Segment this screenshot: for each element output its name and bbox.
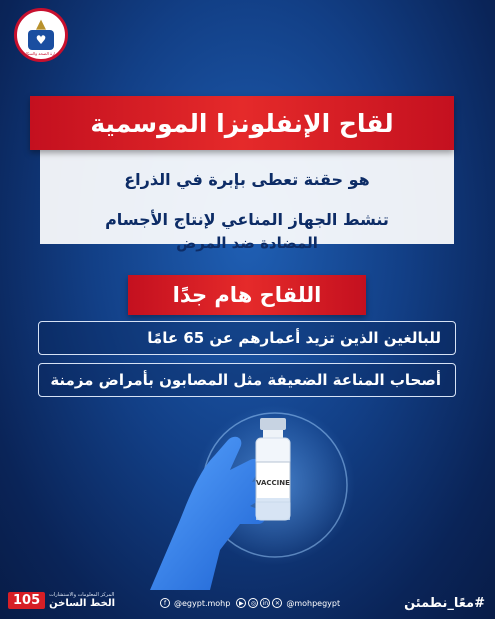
important-label: اللقاح هام جدًا: [172, 283, 322, 307]
facebook-handle[interactable]: @egypt.mohp: [174, 598, 231, 608]
description-line-2: تنشط الجهاز المناعي لإنتاج الأجسام: [105, 210, 389, 229]
x-icon[interactable]: ✕: [272, 598, 282, 608]
hotline-label: الخط الساخن: [49, 598, 116, 609]
gloved-hand-vial-illustration: [140, 400, 360, 590]
logo-ring-text: وزارة الصحة والسكان: [22, 51, 60, 56]
hashtag: #معًا_نطمئن: [404, 596, 485, 611]
eagle-icon: ▲: [36, 17, 46, 32]
ministry-logo: [14, 8, 68, 62]
description-line-3: المضادة ضد المرض: [176, 234, 318, 252]
hotline-number: 105: [8, 592, 45, 609]
title-banner: [30, 96, 454, 150]
hotline-text: [49, 592, 115, 609]
description-line-1: هو حقنة تعطى بإبرة في الذراع: [124, 170, 370, 189]
youtube-icon[interactable]: ▶: [236, 598, 246, 608]
group-box-elderly: [38, 321, 456, 355]
instagram-icon[interactable]: ◎: [248, 598, 258, 608]
family-icon: ♥: [28, 30, 54, 50]
facebook-icon[interactable]: f: [160, 598, 170, 608]
page-title: لقاح الإنفلونزا الموسمية: [90, 108, 394, 138]
group-text-elderly: للبالغين الذين تزيد أعمارهم عن 65 عامًا: [147, 329, 441, 347]
linkedin-icon[interactable]: in: [260, 598, 270, 608]
important-banner: [128, 275, 366, 315]
hotline-subtitle: المركز المعلومات والاستشارات: [49, 592, 115, 598]
instagram-handle[interactable]: @mohpegypt: [286, 598, 341, 608]
hotline: [8, 592, 115, 609]
group-text-chronic: أصحاب المناعة الضعيفة مثل المصابون بأمراض مزمنة: [50, 371, 441, 389]
social-links: [160, 598, 344, 608]
vial-label: VACCINE: [256, 479, 290, 487]
group-box-chronic: [38, 363, 456, 397]
